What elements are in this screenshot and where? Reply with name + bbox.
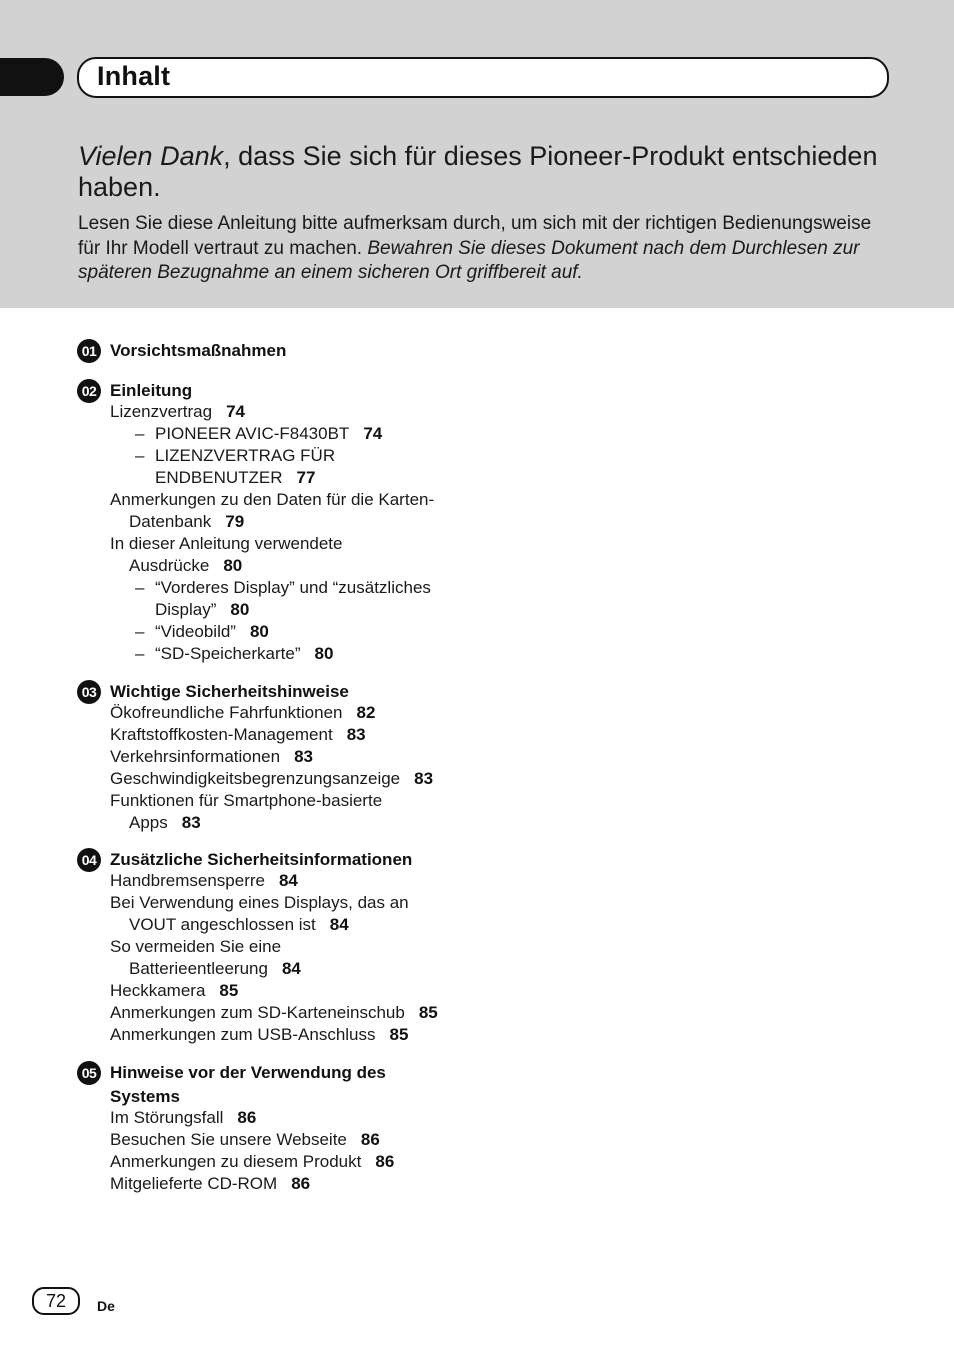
toc-page-number: 80: [230, 600, 250, 619]
toc-entry-text: Batterieentleerung: [129, 959, 268, 978]
toc-entry[interactable]: [110, 768, 433, 790]
toc-page-number: 77: [296, 468, 316, 487]
toc-subentry[interactable]: [135, 643, 333, 665]
toc-subentry[interactable]: [155, 599, 249, 621]
toc-page-number: 80: [249, 622, 269, 641]
toc-entry-text: Anmerkungen zum SD-Karteneinschub: [110, 1003, 405, 1022]
toc-page-number: 80: [223, 556, 243, 575]
toc-entry-text: Geschwindigkeitsbegrenzungsanzeige: [110, 769, 401, 788]
toc-entry[interactable]: [110, 724, 366, 746]
language-code: De: [97, 1298, 115, 1314]
toc-entry[interactable]: [110, 1151, 394, 1173]
section-title: Inhalt: [97, 61, 171, 91]
toc-subentry[interactable]: [135, 423, 382, 445]
toc-entry-text: Kraftstoffkosten-Management: [110, 725, 333, 744]
toc-subentry[interactable]: [155, 467, 315, 489]
toc-page-number: 79: [225, 512, 245, 531]
toc-subentry[interactable]: [135, 621, 269, 643]
toc-entry[interactable]: [129, 511, 244, 533]
header-band: [0, 0, 954, 308]
intro-heading: [78, 141, 888, 203]
toc-entry-text: Ökofreundliche Fahrfunktionen: [110, 703, 343, 722]
dash-marker: –: [135, 424, 145, 443]
toc-entry-text: “Vorderes Display” und “zusätzliches: [155, 578, 431, 597]
chapter-title[interactable]: Wichtige Sicherheitshinweise: [110, 682, 349, 701]
toc-entry-text: Im Störungsfall: [110, 1108, 224, 1127]
chapter-title[interactable]: Vorsichtsmaßnahmen: [110, 341, 287, 360]
toc-page-number: 85: [418, 1003, 438, 1022]
toc-entry[interactable]: [110, 1107, 256, 1129]
toc-entry[interactable]: [129, 958, 301, 980]
toc-entry-text: “SD-Speicherkarte”: [155, 644, 301, 663]
toc-entry[interactable]: [129, 812, 201, 834]
chapter-badge: 03: [77, 680, 101, 704]
toc-entry[interactable]: [110, 1024, 408, 1046]
toc-page-number: 86: [237, 1108, 257, 1127]
toc-entry-text: ENDBENUTZER: [155, 468, 283, 487]
chapter-title[interactable]: Systems: [110, 1087, 180, 1106]
toc-page-number: 82: [356, 703, 376, 722]
toc-entry-text: Bei Verwendung eines Displays, das an: [110, 893, 409, 912]
chapter-badge: 04: [77, 848, 101, 872]
toc-page-number: 84: [278, 871, 298, 890]
chapter-badge: 05: [77, 1061, 101, 1085]
toc-entry[interactable]: [110, 401, 245, 423]
chapter-title[interactable]: Zusätzliche Sicherheitsinformationen: [110, 850, 413, 869]
toc-entry[interactable]: [110, 746, 313, 768]
toc-entry-text: Anmerkungen zu den Daten für die Karten-: [110, 490, 435, 509]
toc-subentry[interactable]: [135, 577, 431, 599]
toc-entry[interactable]: [129, 555, 242, 577]
toc-entry[interactable]: [110, 1173, 310, 1195]
toc-entry[interactable]: [129, 914, 349, 936]
toc-entry-text: Ausdrücke: [129, 556, 210, 575]
toc-page-number: 84: [329, 915, 349, 934]
intro-paragraph: [78, 212, 890, 286]
section-title-pill: [77, 57, 889, 98]
toc-entry[interactable]: [110, 1002, 438, 1024]
dash-marker: –: [135, 446, 145, 465]
toc-entry-text: Heckkamera: [110, 981, 206, 1000]
toc-entry[interactable]: [110, 1129, 380, 1151]
toc-page-number: 84: [281, 959, 301, 978]
toc-entry-text: Funktionen für Smartphone-basierte: [110, 791, 383, 810]
section-tab-marker: [0, 58, 64, 96]
toc-entry[interactable]: [110, 892, 409, 914]
intro-paragraph-plain: Lesen Sie diese Anleitung bitte aufmerksam durch, um sich mit der richtigen Bedienungsweise für Ihr Modell vertraut zu machen.: [78, 213, 872, 259]
toc-page-number: 85: [219, 981, 239, 1000]
toc-entry-text: PIONEER AVIC-F8430BT: [155, 424, 350, 443]
dash-marker: –: [135, 622, 145, 641]
toc-entry-text: Handbremsensperre: [110, 871, 265, 890]
toc-entry[interactable]: [110, 980, 238, 1002]
dash-marker: –: [135, 578, 145, 597]
toc-page-number: 80: [314, 644, 334, 663]
toc-entry-text: So vermeiden Sie eine: [110, 937, 282, 956]
toc-entry[interactable]: [110, 790, 382, 812]
chapter-badge: 01: [77, 339, 101, 363]
toc-entry-text: LIZENZVERTRAG FÜR: [155, 446, 336, 465]
intro-heading-rest: , dass Sie sich für dieses Pioneer-Produkt entschieden haben.: [78, 141, 878, 202]
toc-page-number: 74: [363, 424, 383, 443]
chapter-title[interactable]: Einleitung: [110, 381, 193, 400]
page-number: 72: [32, 1287, 80, 1315]
intro-paragraph-italic: Bewahren Sie dieses Dokument nach dem Durchlesen zur späteren Bezugnahme an einem sicheren Ort griffbereit auf.: [78, 237, 860, 283]
toc-entry-text: In dieser Anleitung verwendete: [110, 534, 343, 553]
toc-entry-text: Datenbank: [129, 512, 212, 531]
toc-page-number: 86: [360, 1130, 380, 1149]
toc-page-number: 83: [181, 813, 201, 832]
toc-page-number: 86: [375, 1152, 395, 1171]
toc-entry-text: “Videobild”: [155, 622, 236, 641]
dash-marker: –: [135, 644, 145, 663]
toc-entry-text: Mitgelieferte CD-ROM: [110, 1174, 278, 1193]
toc-page-number: 74: [226, 402, 245, 421]
toc-entry[interactable]: [110, 870, 298, 892]
intro-heading-italic: Vielen Dank: [78, 141, 224, 171]
toc-page-number: 86: [291, 1174, 311, 1193]
toc-entry-text: Apps: [129, 813, 168, 832]
toc-entry-text: Anmerkungen zum USB-Anschluss: [110, 1025, 376, 1044]
toc-subentry[interactable]: [135, 445, 335, 467]
chapter-badge: 02: [77, 379, 101, 403]
toc-page-number: 83: [346, 725, 366, 744]
toc-entry[interactable]: [110, 702, 375, 724]
toc-entry-text: Anmerkungen zu diesem Produkt: [110, 1152, 362, 1171]
toc-entry-text: Display”: [155, 600, 217, 619]
toc-entry-text: VOUT angeschlossen ist: [129, 915, 316, 934]
toc-entry[interactable]: [110, 533, 343, 555]
toc-page-number: 83: [294, 747, 314, 766]
toc-entry-text: Lizenzvertrag: [110, 402, 213, 421]
toc-page-number: 83: [414, 769, 434, 788]
toc-page-number: 85: [389, 1025, 409, 1044]
toc-entry-text: Besuchen Sie unsere Webseite: [110, 1130, 347, 1149]
toc-entry-text: Verkehrsinformationen: [110, 747, 281, 766]
chapter-title[interactable]: Hinweise vor der Verwendung des: [110, 1063, 386, 1082]
toc-entry[interactable]: [110, 489, 434, 511]
toc-entry[interactable]: [110, 936, 281, 958]
